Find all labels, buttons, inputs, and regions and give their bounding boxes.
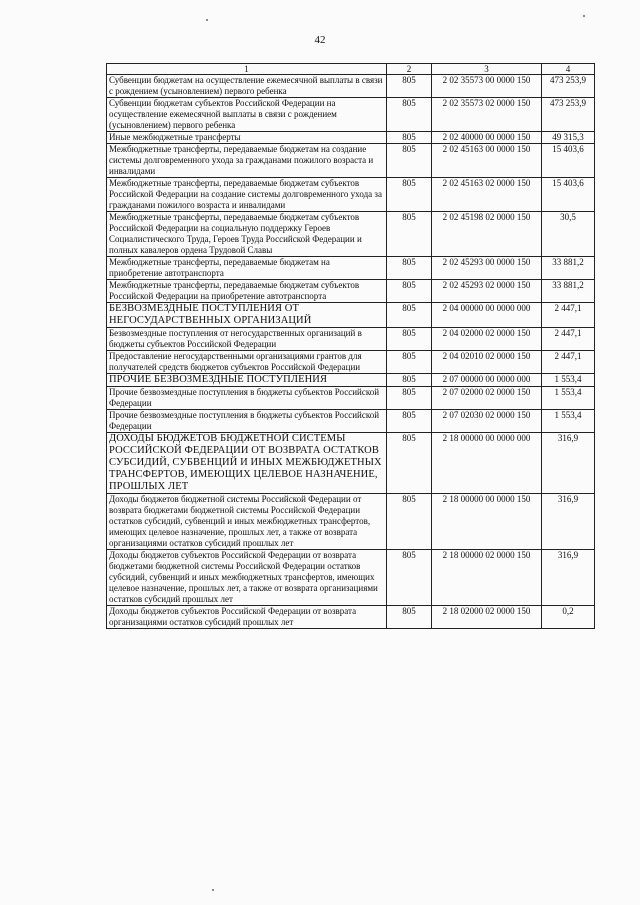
row-name-cell: Предоставление негосударственными организациями грантов для получателей средств бюджетов субъектов Российской Федерации xyxy=(107,351,387,374)
row-name-cell: Безвозмездные поступления от негосударственных организаций в бюджеты субъектов Российской Федерации xyxy=(107,328,387,351)
row-kbk-cell: 2 18 00000 02 0000 150 xyxy=(432,550,542,606)
row-amount-cell: 1 553,4 xyxy=(542,374,595,387)
row-code-cell: 805 xyxy=(387,494,432,550)
table-row xyxy=(107,144,595,178)
table-row xyxy=(107,75,595,98)
row-code-cell: 805 xyxy=(387,75,432,98)
row-kbk-cell: 2 04 02010 02 0000 150 xyxy=(432,351,542,374)
table-row xyxy=(107,374,595,387)
row-amount-cell: 33 881,2 xyxy=(542,280,595,303)
row-kbk-cell: 2 18 00000 00 0000 150 xyxy=(432,494,542,550)
row-kbk-cell: 2 02 45163 02 0000 150 xyxy=(432,178,542,212)
scan-speck xyxy=(583,15,585,17)
row-amount-cell: 1 553,4 xyxy=(542,387,595,410)
row-amount-cell: 1 553,4 xyxy=(542,410,595,433)
row-name-cell: Межбюджетные трансферты, передаваемые бюджетам на приобретение автотранспорта xyxy=(107,257,387,280)
table-row xyxy=(107,132,595,144)
row-kbk-cell: 2 04 02000 02 0000 150 xyxy=(432,328,542,351)
table-row xyxy=(107,387,595,410)
row-amount-cell: 2 447,1 xyxy=(542,328,595,351)
table-row xyxy=(107,550,595,606)
row-name-cell: Прочие безвозмездные поступления в бюджеты субъектов Российской Федерации xyxy=(107,410,387,433)
row-code-cell: 805 xyxy=(387,433,432,494)
row-name-cell: БЕЗВОЗМЕЗДНЫЕ ПОСТУПЛЕНИЯ ОТ НЕГОСУДАРСТВЕННЫХ ОРГАНИЗАЦИЙ xyxy=(107,303,387,328)
table-header-row xyxy=(107,64,595,75)
row-code-cell: 805 xyxy=(387,387,432,410)
revenue-table xyxy=(106,63,595,629)
table-row xyxy=(107,328,595,351)
row-name-cell: Доходы бюджетов субъектов Российской Федерации от возврата организациями остатков субсидий прошлых лет xyxy=(107,606,387,629)
row-code-cell: 805 xyxy=(387,257,432,280)
row-code-cell: 805 xyxy=(387,98,432,132)
row-amount-cell: 316,9 xyxy=(542,433,595,494)
row-code-cell: 805 xyxy=(387,144,432,178)
scan-speck xyxy=(206,19,208,21)
row-code-cell: 805 xyxy=(387,374,432,387)
row-code-cell: 805 xyxy=(387,212,432,257)
table-row xyxy=(107,212,595,257)
table-row xyxy=(107,280,595,303)
row-name-cell: Межбюджетные трансферты, передаваемые бюджетам субъектов Российской Федерации на приобретение автотранспорта xyxy=(107,280,387,303)
column-header-amount: 4 xyxy=(542,64,595,75)
row-name-cell: Межбюджетные трансферты, передаваемые бюджетам субъектов Российской Федерации на создание системы долговременного ухода за гражданами пожилого возраста и инвалидами xyxy=(107,178,387,212)
table-row xyxy=(107,433,595,494)
table-body xyxy=(107,75,595,629)
row-kbk-cell: 2 02 45293 02 0000 150 xyxy=(432,280,542,303)
row-code-cell: 805 xyxy=(387,410,432,433)
row-kbk-cell: 2 18 00000 00 0000 000 xyxy=(432,433,542,494)
row-name-cell: Субвенции бюджетам субъектов Российской Федерации на осуществление ежемесячной выплаты в связи с рождением (усыновлением) первого ребенка xyxy=(107,98,387,132)
row-amount-cell: 33 881,2 xyxy=(542,257,595,280)
row-name-cell: Прочие безвозмездные поступления в бюджеты субъектов Российской Федерации xyxy=(107,387,387,410)
table-row xyxy=(107,606,595,629)
row-kbk-cell: 2 02 45198 02 0000 150 xyxy=(432,212,542,257)
table-row xyxy=(107,494,595,550)
row-name-cell: Субвенции бюджетам на осуществление ежемесячной выплаты в связи с рождением (усыновлением) первого ребенка xyxy=(107,75,387,98)
row-code-cell: 805 xyxy=(387,550,432,606)
row-name-cell: Доходы бюджетов субъектов Российской Федерации от возврата бюджетами бюджетной системы Российской Федерации остатков субсидий, субвенций и иных межбюджетных трансфертов, имеющих целевое назначение, прошлых лет, а также от возврата организациями остатков субсидий прошлых лет xyxy=(107,550,387,606)
column-header-name: 1 xyxy=(107,64,387,75)
row-kbk-cell: 2 04 00000 00 0000 000 xyxy=(432,303,542,328)
scan-speck xyxy=(212,889,214,891)
row-name-cell: Межбюджетные трансферты, передаваемые бюджетам субъектов Российской Федерации на социальную поддержку Героев Социалистического Труда, Героев Труда Российской Федерации и полных кавалеров ордена Трудовой Славы xyxy=(107,212,387,257)
row-name-cell: Доходы бюджетов бюджетной системы Российской Федерации от возврата бюджетами бюджетной системы Российской Федерации остатков субсидий, субвенций и иных межбюджетных трансфертов, имеющих целевое назначение, прошлых лет, а также от возврата организациями остатков субсидий прошлых лет xyxy=(107,494,387,550)
row-code-cell: 805 xyxy=(387,351,432,374)
row-amount-cell: 15 403,6 xyxy=(542,178,595,212)
row-kbk-cell: 2 02 45293 00 0000 150 xyxy=(432,257,542,280)
row-amount-cell: 2 447,1 xyxy=(542,351,595,374)
row-kbk-cell: 2 02 40000 00 0000 150 xyxy=(432,132,542,144)
row-kbk-cell: 2 02 35573 00 0000 150 xyxy=(432,75,542,98)
row-amount-cell: 316,9 xyxy=(542,494,595,550)
table-row xyxy=(107,351,595,374)
row-amount-cell: 473 253,9 xyxy=(542,75,595,98)
table-row xyxy=(107,257,595,280)
row-amount-cell: 49 315,3 xyxy=(542,132,595,144)
row-code-cell: 805 xyxy=(387,280,432,303)
row-kbk-cell: 2 02 35573 02 0000 150 xyxy=(432,98,542,132)
page-number: 42 xyxy=(314,34,326,46)
table-row xyxy=(107,410,595,433)
row-code-cell: 805 xyxy=(387,303,432,328)
row-code-cell: 805 xyxy=(387,606,432,629)
column-header-code: 2 xyxy=(387,64,432,75)
row-kbk-cell: 2 18 02000 02 0000 150 xyxy=(432,606,542,629)
row-kbk-cell: 2 02 45163 00 0000 150 xyxy=(432,144,542,178)
row-name-cell: ПРОЧИЕ БЕЗВОЗМЕЗДНЫЕ ПОСТУПЛЕНИЯ xyxy=(107,374,387,387)
column-header-kbk: 3 xyxy=(432,64,542,75)
row-code-cell: 805 xyxy=(387,328,432,351)
row-amount-cell: 473 253,9 xyxy=(542,98,595,132)
row-amount-cell: 15 403,6 xyxy=(542,144,595,178)
row-code-cell: 805 xyxy=(387,132,432,144)
table-row xyxy=(107,178,595,212)
row-code-cell: 805 xyxy=(387,178,432,212)
row-kbk-cell: 2 07 02000 02 0000 150 xyxy=(432,387,542,410)
table-row xyxy=(107,98,595,132)
row-amount-cell: 316,9 xyxy=(542,550,595,606)
row-kbk-cell: 2 07 02030 02 0000 150 xyxy=(432,410,542,433)
row-amount-cell: 0,2 xyxy=(542,606,595,629)
table-row xyxy=(107,303,595,328)
row-name-cell: Межбюджетные трансферты, передаваемые бюджетам на создание системы долговременного ухода за гражданами пожилого возраста и инвалидами xyxy=(107,144,387,178)
row-kbk-cell: 2 07 00000 00 0000 000 xyxy=(432,374,542,387)
row-name-cell: ДОХОДЫ БЮДЖЕТОВ БЮДЖЕТНОЙ СИСТЕМЫ РОССИЙСКОЙ ФЕДЕРАЦИИ ОТ ВОЗВРАТА ОСТАТКОВ СУБСИДИЙ, СУБВЕНЦИЙ И ИНЫХ МЕЖБЮДЖЕТНЫХ ТРАНСФЕРТОВ, ИМЕЮЩИХ ЦЕЛЕВОЕ НАЗНАЧЕНИЕ, ПРОШЛЫХ ЛЕТ xyxy=(107,433,387,494)
row-amount-cell: 2 447,1 xyxy=(542,303,595,328)
row-name-cell: Иные межбюджетные трансферты xyxy=(107,132,387,144)
row-amount-cell: 30,5 xyxy=(542,212,595,257)
